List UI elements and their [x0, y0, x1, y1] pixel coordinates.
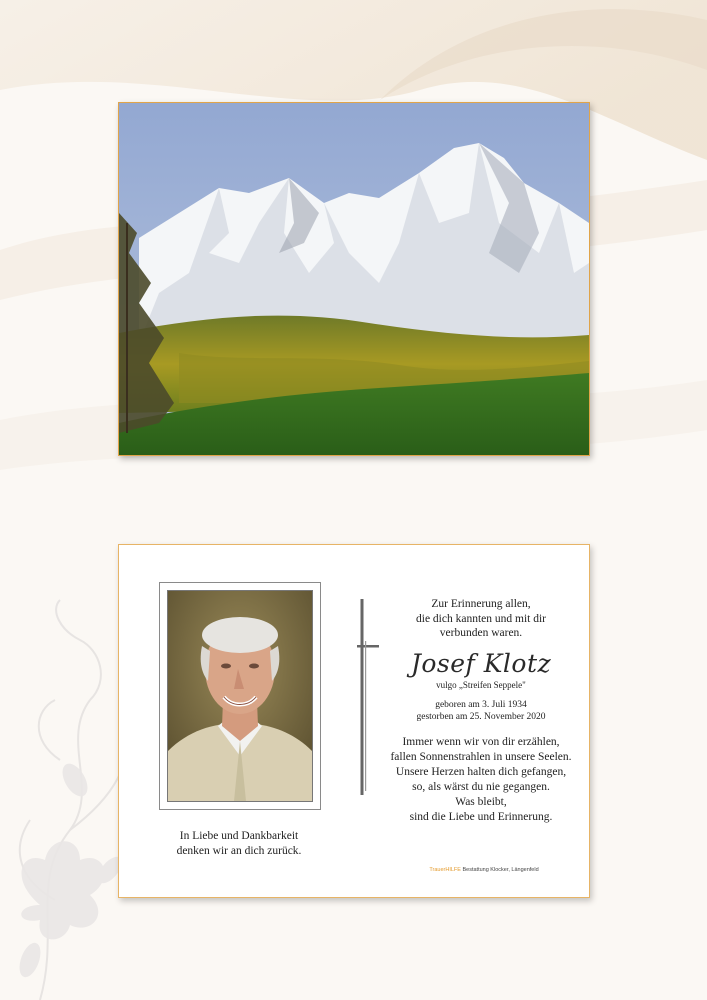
- memorial-card: [118, 544, 590, 898]
- dedication-text: [149, 829, 329, 859]
- cross-icon: [357, 599, 379, 799]
- life-dates: [381, 699, 581, 723]
- nickname: vulgo „Streifen Seppele": [436, 679, 526, 690]
- birth-date: geboren am 3. Juli 1934: [435, 699, 527, 710]
- intro-line: die dich kannten und mit dir: [416, 612, 546, 625]
- intro-line: verbunden waren.: [439, 627, 523, 639]
- intro-line: Zur Erinnerung allen,: [431, 598, 531, 610]
- mountain-landscape-image: [119, 103, 589, 455]
- poem: [381, 735, 581, 825]
- credit-text: Bestattung Klocker, Längenfeld: [462, 867, 539, 873]
- intro-verse: [381, 597, 581, 641]
- portrait-frame: [159, 582, 321, 810]
- portrait-photo: [167, 590, 313, 802]
- poem-line: Was bleibt,: [455, 795, 507, 808]
- dedication-line: In Liebe und Dankbarkeit: [179, 830, 299, 842]
- deceased-name: Josef Klotz: [410, 648, 552, 678]
- mountain-photo: [118, 102, 590, 456]
- dedication-line: denken wir an dich zurück.: [176, 845, 302, 857]
- obituary-text: [381, 597, 581, 825]
- poem-line: Unsere Herzen halten dich gefangen,: [395, 765, 567, 778]
- funeral-home-credit: [384, 867, 584, 873]
- poem-line: fallen Sonnenstrahlen in unsere Seelen.: [390, 750, 572, 763]
- poem-line: Immer wenn wir von dir erzählen,: [402, 735, 560, 748]
- credit-brand: TrauerHILFE: [429, 867, 461, 873]
- poem-line: so, als wärst du nie gegangen.: [412, 780, 550, 793]
- poem-line: sind die Liebe und Erinnerung.: [409, 810, 553, 823]
- death-date: gestorben am 25. November 2020: [416, 711, 546, 722]
